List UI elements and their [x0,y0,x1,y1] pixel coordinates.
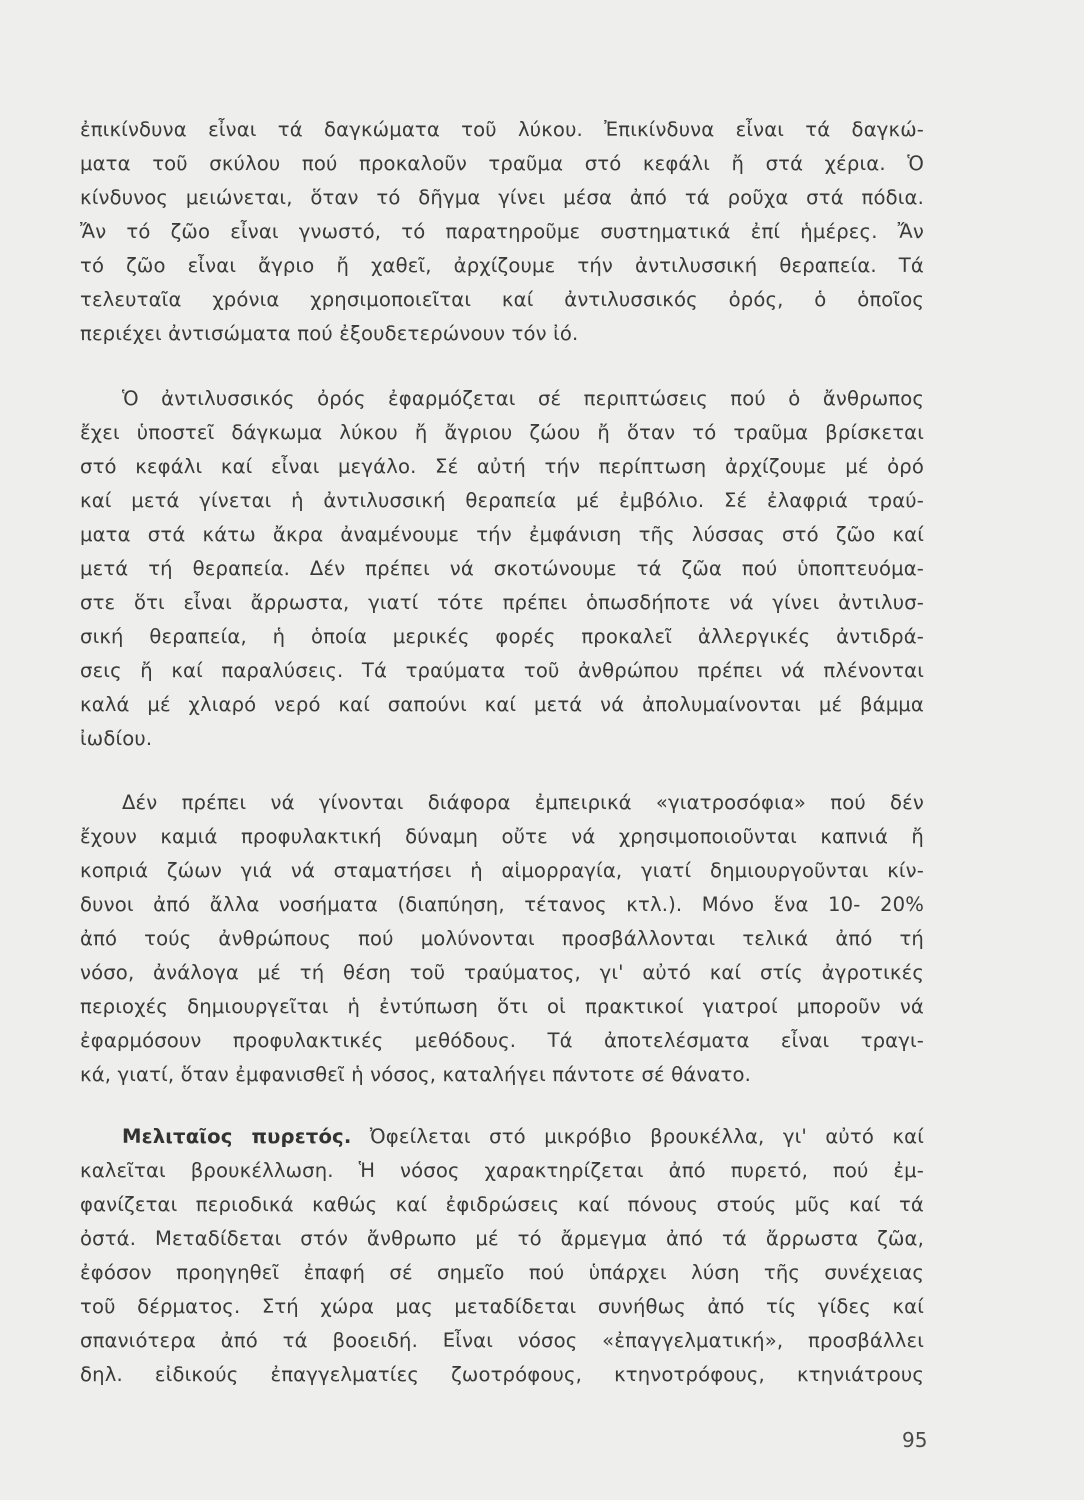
text-line: καλεῖται βρουκέλλωση. Ἡ νόσος χαρακτηρίζεται ἀπό πυρετό, πού ἐμ- [80,1159,924,1182]
text-line: ἔχουν καμιά προφυλακτική δύναμη οὔτε νά χρησιμοποιοῦνται καπνιά ἤ [80,825,924,848]
text-line: ἔχει ὑποστεῖ δάγκωμα λύκου ἤ ἄγριου ζώου ἤ ὅταν τό τραῦμα βρίσκεται [80,421,924,444]
text-line: περιέχει ἀντισώματα πού ἐξουδετερώνουν τόν ἰό. [80,322,579,345]
text-line: νόσο, ἀνάλογα μέ τή θέση τοῦ τραύματος, γι' αὐτό καί στίς ἀγροτικές [80,961,924,984]
text-line [80,1120,924,1154]
text-line: δυνοι ἀπό ἄλλα νοσήματα (διαπύηση, τέτανος κτλ.). Μόνο ἕνα 10- 20% [80,893,924,916]
paragraph-4 [80,1120,924,1392]
text-line: τοῦ δέρματος. Στή χώρα μας μεταδίδεται συνήθως ἀπό τίς γίδες καί [80,1295,924,1318]
text-line: κίνδυνος μειώνεται, ὅταν τό δῆγμα γίνει μέσα ἀπό τά ροῦχα στά πόδια. [80,186,924,209]
text-line: ἀπό τούς ἀνθρώπους πού μολύνονται προσβάλλονται τελικά ἀπό τή [80,927,924,950]
text-line: στε ὅτι εἶναι ἄρρωστα, γιατί τότε πρέπει ὁπωσδήποτε νά γίνει ἀντιλυσ- [80,591,924,614]
text-line: σπανιότερα ἀπό τά βοοειδή. Εἶναι νόσος «ἐπαγγελματική», προσβάλλει [80,1329,924,1352]
paragraph-1 [80,113,924,351]
text-line: ἐφαρμόσουν προφυλακτικές μεθόδους. Τά ἀποτελέσματα εἶναι τραγι- [80,1029,924,1052]
page-number: 95 [902,1428,928,1452]
text-line: μετά τή θεραπεία. Δέν πρέπει νά σκοτώνουμε τά ζῶα πού ὑποπτευόμα- [80,557,924,580]
paragraph-2 [80,382,924,756]
text-line: καλά μέ χλιαρό νερό καί σαπούνι καί μετά νά ἀπολυμαίνονται μέ βάμμα [80,693,924,716]
text-line: ἐπικίνδυνα εἶναι τά δαγκώματα τοῦ λύκου. Ἐπικίνδυνα εἶναι τά δαγκώ- [80,118,924,141]
text-line-rest: Ὀφείλεται στό μικρόβιο βρουκέλλα, γι' αὐτό καί [351,1125,924,1148]
text-line: τελευταῖα χρόνια χρησιμοποιεῖται καί ἀντιλυσσικός ὀρός, ὁ ὁποῖος [80,288,924,311]
text-line: ματα τοῦ σκύλου πού προκαλοῦν τραῦμα στό κεφάλι ἤ στά χέρια. Ὁ [80,152,924,175]
paragraph-3 [80,786,924,1092]
text-line: δηλ. εἰδικούς ἐπαγγελματίες ζωοτρόφους, κτηνοτρόφους, κτηνιάτρους [80,1363,924,1386]
text-line: κά, γιατί, ὅταν ἐμφανισθεῖ ἡ νόσος, καταλήγει πάντοτε σέ θάνατο. [80,1063,751,1086]
text-line: στό κεφάλι καί εἶναι μεγάλο. Σέ αὐτή τήν περίπτωση ἀρχίζουμε μέ ὀρό [80,455,924,478]
text-line: φανίζεται περιοδικά καθώς καί ἐφιδρώσεις καί πόνους στούς μῦς καί τά [80,1193,924,1216]
text-line: Ὁ ἀντιλυσσικός ὀρός ἐφαρμόζεται σέ περιπτώσεις πού ὁ ἄνθρωπος [122,387,924,410]
text-line: Δέν πρέπει νά γίνονται διάφορα ἐμπειρικά «γιατροσόφια» πού δέν [122,791,924,814]
text-line: κοπριά ζώων γιά νά σταματήσει ἡ αἱμορραγία, γιατί δημιουργοῦνται κίν- [80,859,924,882]
text-line: ἰωδίου. [80,727,153,750]
section-heading: Μελιταῖος πυρετός. [122,1125,352,1148]
text-line: καί μετά γίνεται ἡ ἀντιλυσσική θεραπεία μέ ἐμβόλιο. Σέ ἐλαφριά τραύ- [80,489,924,512]
text-line: ματα στά κάτω ἄκρα ἀναμένουμε τήν ἐμφάνιση τῆς λύσσας στό ζῶο καί [80,523,924,546]
text-line: ὀστά. Μεταδίδεται στόν ἄνθρωπο μέ τό ἄρμεγμα ἀπό τά ἄρρωστα ζῶα, [80,1227,924,1250]
text-line: Ἄν τό ζῶο εἶναι γνωστό, τό παρατηροῦμε συστηματικά ἐπί ἡμέρες. Ἄν [80,220,924,243]
text-line: σεις ἤ καί παραλύσεις. Τά τραύματα τοῦ ἀνθρώπου πρέπει νά πλένονται [80,659,924,682]
text-line: σική θεραπεία, ἡ ὁποία μερικές φορές προκαλεῖ ἀλλεργικές ἀντιδρά- [80,625,924,648]
text-line: ἐφόσον προηγηθεῖ ἐπαφή σέ σημεῖο πού ὑπάρχει λύση τῆς συνέχειας [80,1261,924,1284]
text-line: τό ζῶο εἶναι ἄγριο ἤ χαθεῖ, ἀρχίζουμε τήν ἀντιλυσσική θεραπεία. Τά [80,254,924,277]
text-line: περιοχές δημιουργεῖται ἡ ἐντύπωση ὅτι οἱ πρακτικοί γιατροί μποροῦν νά [80,995,924,1018]
